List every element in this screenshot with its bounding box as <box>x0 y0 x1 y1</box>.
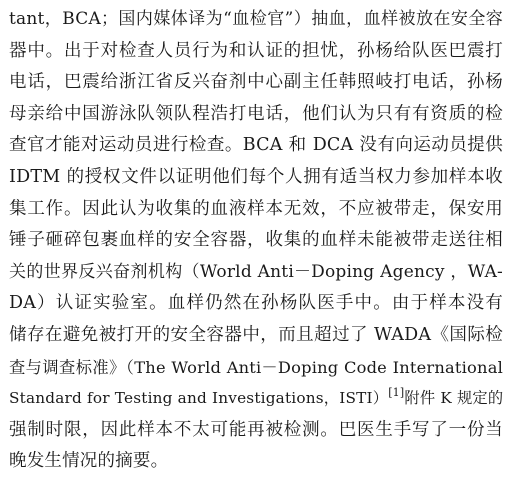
text-line-8: 锤子砸碎包裹血样的安全容器，收集的血样未能被带走送往相 <box>9 230 503 251</box>
text-line-2: 器中。出于对检查人员行为和认证的担忧，孙杨给队医巴震打 <box>9 40 503 61</box>
text-line-13 <box>9 383 503 415</box>
text-line-10: DA）认证实验室。血样仍然在孙杨队医手中。由于样本没有 <box>9 293 503 314</box>
text-line-9: 关的世界反兴奋剂机构（World Anti－Doping Agency ，WA- <box>9 261 503 282</box>
text-line-12: 查与调查标准》（The World Anti－Doping Code International <box>9 357 503 377</box>
text-line-7: 集工作。因此认为收集的血液样本无效，不应被带走，保安用 <box>9 198 503 219</box>
paragraph <box>9 4 503 478</box>
text-line-5: 查官才能对运动员进行检查。BCA 和 DCA 没有向运动员提供 <box>9 135 503 156</box>
text-line-1: tant，BCA；国内媒体译为“血检官”）抽血，血样被放在安全容 <box>9 9 503 29</box>
text-line-3: 电话，巴震给浙江省反兴奋剂中心副主任韩照岐打电话，孙杨 <box>9 72 503 93</box>
text-line-11: 储存在避免被打开的安全容器中，而且超过了 WADA《国际检 <box>9 324 503 345</box>
text-line-13-body: Standard for Testing and Investigations，ISTI） <box>9 389 389 408</box>
text-line-6: IDTM 的授权文件以证明他们每个人拥有适当权力参加样本收 <box>9 166 503 187</box>
citation-reference[interactable]: [1] <box>388 386 405 400</box>
text-line-13-tail: 附件 K 规定的 <box>404 389 504 408</box>
text-line-4: 母亲给中国游泳队领队程浩打电话，他们认为只有有资质的检 <box>9 103 503 124</box>
text-line-14: 强制时限，因此样本不太可能再被检测。巴医生手写了一份当 <box>9 419 503 440</box>
text-line-15: 晚发生情况的摘要。 <box>9 451 169 472</box>
